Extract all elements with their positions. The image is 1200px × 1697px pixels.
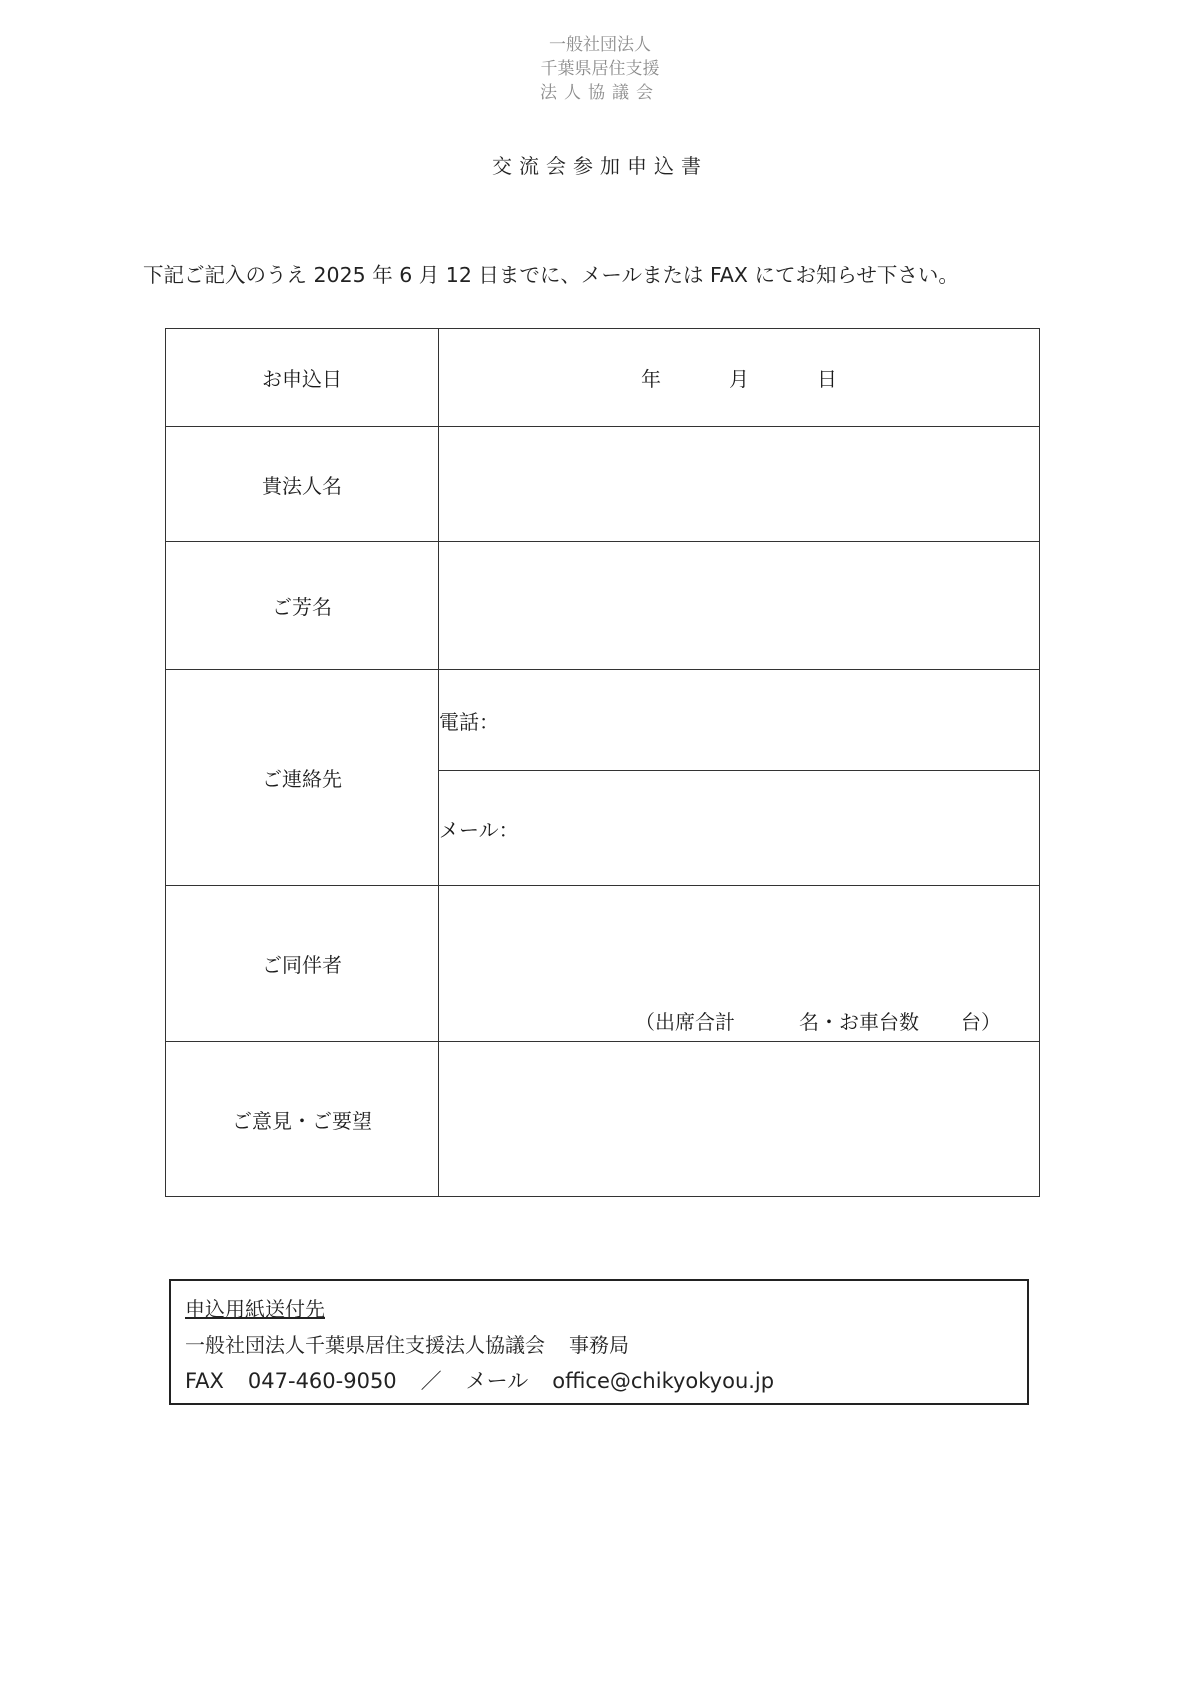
contact-label: ご連絡先 bbox=[166, 670, 439, 886]
car-count-label: 名・お車台数 bbox=[799, 1010, 919, 1034]
date-day-label: 日 bbox=[817, 367, 837, 391]
instruction-text: 下記ご記入のうえ 2025 年 6 月 12 日までに、メールまたは FAX にてお知らせ下さい。 bbox=[143, 263, 959, 287]
corporation-label: 貴法人名 bbox=[166, 427, 439, 542]
contact-phone-row bbox=[166, 670, 1040, 771]
corporation-field[interactable] bbox=[439, 427, 1040, 542]
opinion-row bbox=[166, 1042, 1040, 1197]
document-title: 交流会参加申込書 bbox=[492, 154, 708, 178]
send-to-box bbox=[169, 1279, 1029, 1405]
contact-separator: ／ bbox=[420, 1369, 442, 1393]
organization-line-1: 一般社団法人 bbox=[549, 35, 651, 55]
phone-field[interactable] bbox=[439, 670, 1040, 771]
send-to-organization: 一般社団法人千葉県居住支援法人協議会 bbox=[185, 1333, 545, 1357]
date-field[interactable] bbox=[439, 329, 1040, 427]
name-field[interactable] bbox=[439, 542, 1040, 670]
organization-name bbox=[510, 33, 690, 105]
car-unit-label: 台） bbox=[961, 1010, 1001, 1034]
date-row bbox=[166, 329, 1040, 427]
name-label: ご芳名 bbox=[166, 542, 439, 670]
name-row bbox=[166, 542, 1040, 670]
opinion-label: ご意見・ご要望 bbox=[166, 1042, 439, 1197]
fax-label: FAX bbox=[185, 1369, 224, 1393]
date-label: お申込日 bbox=[166, 329, 439, 427]
date-year-label: 年 bbox=[641, 367, 661, 391]
companion-row bbox=[166, 886, 1040, 1042]
application-form-table bbox=[165, 328, 1040, 1197]
companion-field[interactable] bbox=[439, 886, 1040, 1042]
date-month-label: 月 bbox=[729, 367, 749, 391]
attendance-note bbox=[635, 1006, 1001, 1035]
companion-label: ご同伴者 bbox=[166, 886, 439, 1042]
phone-label: 電話： bbox=[439, 709, 499, 734]
send-to-heading: 申込用紙送付先 bbox=[185, 1297, 325, 1321]
email-label: メール： bbox=[439, 817, 519, 842]
attendance-total-label: （出席合計 bbox=[635, 1010, 735, 1034]
corporation-row bbox=[166, 427, 1040, 542]
mail-label: メール bbox=[465, 1369, 529, 1393]
organization-line-2: 千葉県居住支援 bbox=[540, 59, 660, 79]
opinion-field[interactable] bbox=[439, 1042, 1040, 1197]
fax-number: 047-460-9050 bbox=[247, 1369, 397, 1393]
email-field[interactable] bbox=[439, 771, 1040, 886]
organization-line-3: 法人協議会 bbox=[540, 83, 660, 103]
send-to-office: 事務局 bbox=[569, 1333, 629, 1357]
email-address[interactable]: office@chikyokyou.jp bbox=[552, 1369, 775, 1393]
